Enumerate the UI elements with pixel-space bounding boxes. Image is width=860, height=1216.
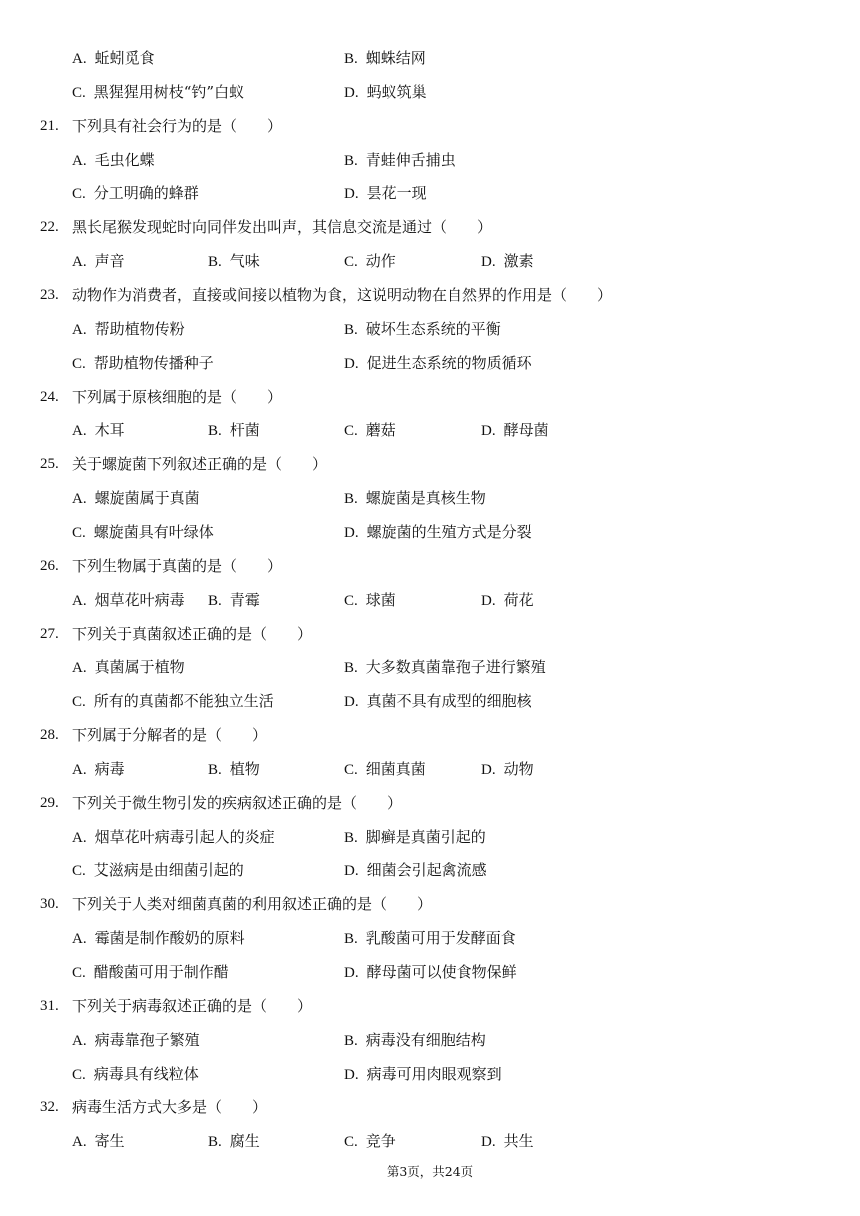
question-number: 25. (40, 456, 59, 473)
option-row (0, 758, 860, 780)
option-letter: D. (481, 423, 496, 440)
option (344, 656, 546, 679)
option-letter: D. (481, 1134, 496, 1151)
option-text: 分工明确的蜂群 (93, 184, 199, 203)
option-text: 醋酸菌可用于制作醋 (93, 963, 229, 981)
option-letter: C. (344, 592, 358, 609)
option-text: 细菌真菌 (365, 759, 426, 778)
option (344, 927, 516, 950)
option (72, 961, 229, 984)
option-text: 艾滋病是由细菌引起的 (93, 861, 244, 880)
question-stem-row (0, 623, 860, 645)
option-letter: B. (344, 152, 358, 169)
option (72, 589, 185, 612)
option-text: 气味 (229, 252, 260, 271)
option (72, 419, 125, 442)
option-text: 蜘蛛结网 (365, 49, 426, 67)
question-number: 30. (40, 896, 59, 913)
option (344, 1063, 502, 1086)
option-letter: C. (72, 694, 86, 711)
option-text: 共生 (503, 1132, 534, 1151)
option (208, 250, 260, 273)
option (344, 352, 532, 375)
option (344, 250, 396, 273)
question-stem-row (0, 284, 860, 306)
option (72, 521, 214, 544)
option-text: 病毒靠孢子繁殖 (94, 1030, 200, 1049)
option (208, 758, 260, 781)
option-letter: B. (208, 592, 222, 609)
option-letter: A. (72, 1032, 87, 1049)
option-letter: C. (72, 524, 86, 541)
option-letter: B. (344, 829, 358, 846)
option-text: 酵母菌可以使食物保鲜 (366, 963, 517, 981)
option-text: 蚯蚓觅食 (94, 49, 155, 67)
option-letter: B. (344, 1032, 358, 1049)
option (72, 47, 155, 70)
option (344, 81, 427, 104)
option-text: 木耳 (94, 421, 125, 440)
option-row (0, 589, 860, 611)
option-text: 病毒没有细胞结构 (365, 1030, 486, 1049)
option-letter: A. (72, 423, 87, 440)
option-text: 竞争 (365, 1132, 396, 1151)
option-text: 毛虫化蝶 (94, 150, 155, 169)
question-stem: 病毒生活方式大多是（ ） (72, 1098, 268, 1117)
option (72, 1130, 125, 1153)
option-row (0, 1029, 860, 1051)
question-stem: 下列关于病毒叙述正确的是（ ） (72, 996, 313, 1015)
question-number: 28. (40, 727, 59, 743)
question-stem-row (0, 724, 860, 746)
option-text: 大多数真菌靠孢子进行繁殖 (365, 658, 546, 677)
option-row (0, 859, 860, 881)
option-text: 青蛙伸舌捕虫 (365, 150, 456, 169)
question-stem-row (0, 216, 860, 238)
option (208, 589, 260, 612)
option-letter: B. (208, 1134, 222, 1151)
option (72, 927, 245, 950)
option-text: 杆菌 (229, 421, 260, 440)
option-letter: D. (344, 186, 359, 203)
option-row (0, 961, 860, 983)
option (72, 758, 125, 781)
option-text: 烟草花叶病毒引起人的炎症 (94, 827, 275, 846)
option-row (0, 81, 860, 103)
option-text: 脚癣是真菌引起的 (365, 827, 486, 846)
option (344, 521, 532, 544)
option-text: 酵母菌 (503, 421, 549, 440)
option-row (0, 927, 860, 949)
option-letter: B. (344, 51, 358, 67)
option-text: 细菌会引起禽流感 (366, 861, 487, 880)
option-letter: D. (344, 694, 359, 711)
option-letter: D. (344, 355, 359, 372)
option-row (0, 690, 860, 712)
option-row (0, 1130, 860, 1152)
option-letter: A. (72, 254, 87, 271)
option-letter: C. (344, 254, 358, 271)
option (481, 1130, 534, 1153)
question-stem-row (0, 893, 860, 915)
question-stem-row (0, 995, 860, 1017)
option (344, 826, 486, 849)
option-letter: D. (344, 965, 359, 981)
option (72, 81, 244, 104)
option-text: 蘑菇 (365, 421, 396, 440)
option-text: 黑猩猩用树枝“钓”白蚁 (93, 82, 245, 101)
option-text: 螺旋菌是真核生物 (365, 489, 486, 508)
option (481, 419, 549, 442)
option-text: 破坏生态系统的平衡 (365, 319, 501, 338)
option-text: 帮助植物传播种子 (93, 353, 214, 372)
option-row (0, 826, 860, 848)
option (72, 352, 214, 375)
option-letter: A. (72, 491, 87, 508)
question-stem: 下列关于真菌叙述正确的是（ ） (72, 624, 313, 643)
option (481, 250, 534, 273)
option-row (0, 47, 860, 69)
option-letter: B. (344, 321, 358, 338)
option-row (0, 1063, 860, 1085)
question-stem-row (0, 555, 860, 577)
option-letter: D. (344, 1066, 359, 1083)
option-row (0, 656, 860, 678)
option (72, 859, 244, 882)
option-text: 激素 (503, 252, 534, 271)
option-letter: A. (72, 761, 87, 778)
option (72, 690, 274, 713)
question-stem: 下列属于原核细胞的是（ ） (72, 387, 283, 406)
option-text: 霉菌是制作酸奶的原料 (94, 929, 245, 948)
option-text: 寄生 (94, 1132, 125, 1151)
option-letter: B. (208, 254, 222, 271)
question-number: 26. (40, 557, 59, 574)
option-letter: D. (344, 524, 359, 541)
option-letter: D. (481, 761, 496, 778)
option (344, 859, 487, 882)
option-letter: B. (208, 423, 222, 440)
option (481, 589, 534, 612)
option (208, 1130, 260, 1153)
option (344, 961, 517, 984)
option-letter: B. (208, 761, 222, 778)
option (72, 826, 275, 849)
option (344, 419, 396, 442)
option-text: 真菌属于植物 (94, 658, 185, 677)
option (72, 1029, 200, 1052)
option-letter: C. (72, 355, 86, 372)
option (344, 318, 501, 341)
option-row (0, 182, 860, 204)
question-stem: 下列关于微生物引发的疾病叙述正确的是（ ） (72, 793, 403, 812)
option-row (0, 487, 860, 509)
option-text: 乳酸菌可用于发酵面食 (365, 929, 516, 948)
option-text: 螺旋菌的生殖方式是分裂 (366, 522, 532, 541)
option (344, 47, 426, 70)
option-text: 所有的真菌都不能独立生活 (93, 692, 274, 711)
option (72, 149, 155, 172)
page-footer: 第3页，共24页 (386, 1164, 474, 1179)
option-letter: A. (72, 51, 87, 67)
question-stem: 下列关于人类对细菌真菌的利用叙述正确的是（ ） (72, 895, 433, 914)
option (72, 182, 199, 205)
option-text: 声音 (94, 252, 125, 271)
option (344, 1130, 396, 1153)
option-letter: A. (72, 592, 87, 609)
option (72, 1063, 199, 1086)
option-row (0, 149, 860, 171)
option (481, 758, 534, 781)
option-letter: C. (344, 1134, 358, 1151)
option-letter: C. (72, 863, 86, 880)
option (344, 149, 456, 172)
option (72, 487, 200, 510)
option (72, 250, 125, 273)
option-text: 病毒 (94, 759, 125, 778)
question-stem: 下列具有社会行为的是（ ） (72, 116, 283, 135)
option-letter: C. (72, 186, 86, 203)
question-stem: 动物作为消费者，直接或间接以植物为食，这说明动物在自然界的作用是（ ） (72, 286, 613, 304)
option (344, 487, 486, 510)
option-letter: C. (72, 84, 86, 101)
option-text: 荷花 (503, 590, 534, 609)
option-text: 螺旋菌属于真菌 (94, 489, 200, 508)
question-number: 21. (40, 117, 59, 134)
option-row (0, 318, 860, 340)
option-row (0, 521, 860, 543)
option-letter: B. (344, 491, 358, 508)
option-text: 青霉 (229, 590, 260, 609)
question-number: 31. (40, 997, 59, 1014)
option-text: 动作 (365, 252, 396, 271)
option-row (0, 250, 860, 272)
option-letter: C. (344, 761, 358, 778)
option-letter: B. (344, 660, 358, 677)
question-number: 23. (40, 287, 59, 303)
question-stem: 黑长尾猴发现蛇时向同伴发出叫声，其信息交流是通过（ ） (72, 218, 493, 237)
option-letter: A. (72, 660, 87, 677)
question-stem: 关于螺旋菌下列叙述正确的是（ ） (72, 455, 328, 474)
option-letter: B. (344, 931, 358, 948)
option-row (0, 419, 860, 441)
option-text: 螺旋菌具有叶绿体 (93, 522, 214, 541)
option (344, 589, 396, 612)
option-text: 真菌不具有成型的细胞核 (366, 692, 532, 711)
option-text: 病毒具有线粒体 (93, 1064, 199, 1083)
option (72, 656, 185, 679)
option-text: 球菌 (365, 590, 396, 609)
question-number: 29. (40, 794, 59, 811)
option-text: 蚂蚁筑巢 (366, 82, 427, 101)
question-number: 24. (40, 388, 59, 405)
option-text: 动物 (503, 759, 534, 778)
question-number: 27. (40, 625, 59, 642)
option-text: 帮助植物传粉 (94, 319, 185, 338)
question-stem-row (0, 453, 860, 475)
option-letter: C. (344, 423, 358, 440)
question-number: 22. (40, 219, 59, 236)
option (344, 182, 427, 205)
option-letter: A. (72, 152, 87, 169)
option-letter: C. (72, 1066, 86, 1083)
option-text: 烟草花叶病毒 (94, 590, 185, 609)
option-text: 腐生 (229, 1132, 260, 1151)
option-letter: A. (72, 1134, 87, 1151)
option-text: 植物 (229, 759, 260, 778)
question-stem: 下列生物属于真菌的是（ ） (72, 556, 283, 575)
option (344, 758, 426, 781)
question-stem-row (0, 115, 860, 137)
option-letter: D. (481, 254, 496, 271)
option-letter: C. (72, 965, 86, 981)
option (344, 1029, 486, 1052)
option-letter: D. (344, 84, 359, 101)
option (72, 318, 185, 341)
option-letter: D. (344, 863, 359, 880)
question-stem-row (0, 1096, 860, 1118)
question-stem-row (0, 792, 860, 814)
option-letter: A. (72, 321, 87, 338)
question-stem: 下列属于分解者的是（ ） (72, 726, 268, 744)
option-letter: D. (481, 592, 496, 609)
option-row (0, 352, 860, 374)
option-letter: A. (72, 829, 87, 846)
option-text: 促进生态系统的物质循环 (366, 353, 532, 372)
option-text: 病毒可用肉眼观察到 (366, 1064, 502, 1083)
option (344, 690, 532, 713)
option-letter: A. (72, 931, 87, 948)
question-number: 32. (40, 1099, 59, 1116)
question-stem-row (0, 386, 860, 408)
option (208, 419, 260, 442)
option-text: 昙花一现 (366, 184, 427, 203)
